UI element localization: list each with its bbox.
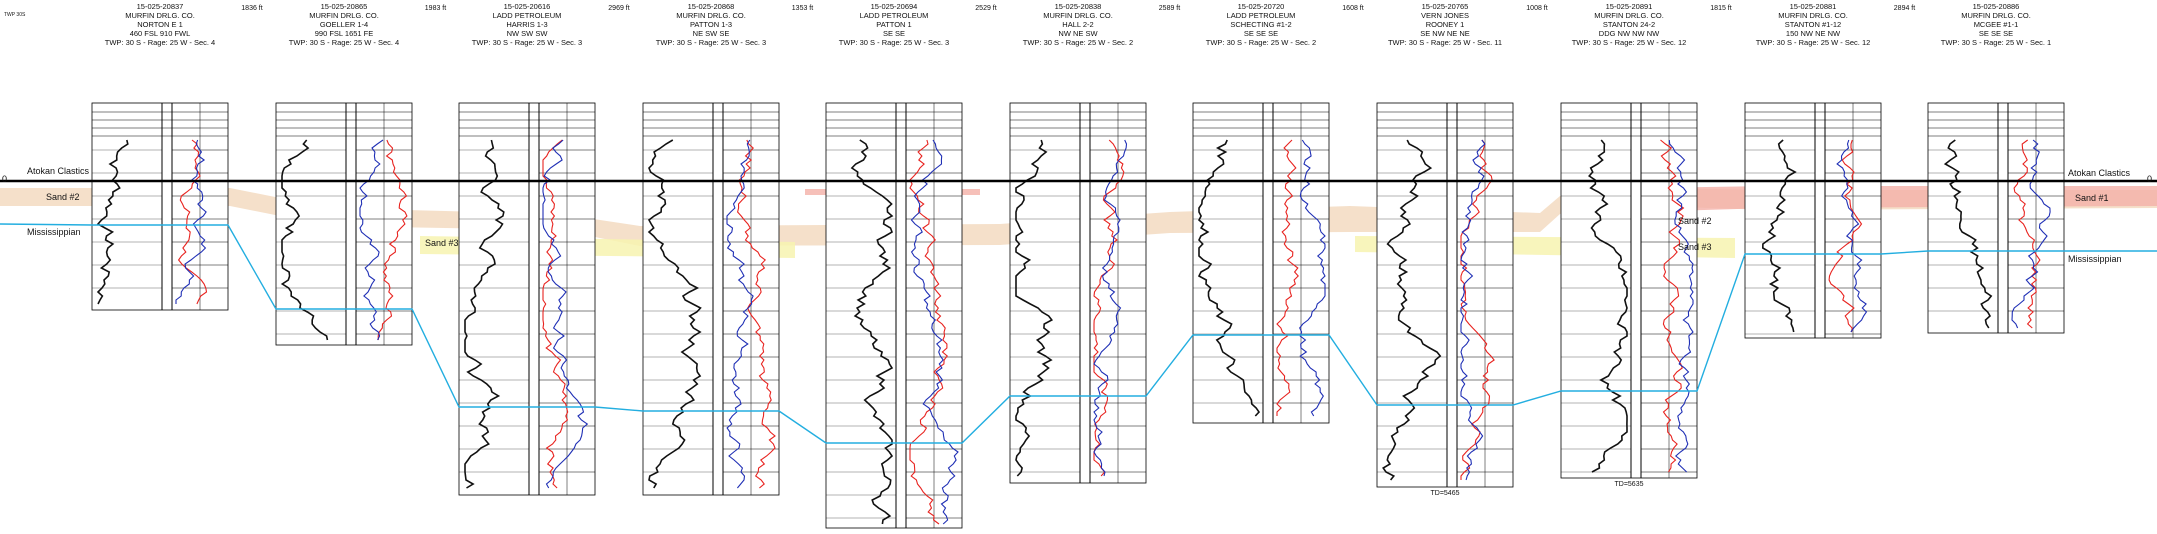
well-lease: PATTON 1 — [876, 20, 912, 29]
well-api: 15-025-20720 — [1237, 2, 1285, 11]
well-operator: MURFIN DRLG. CO. — [1594, 11, 1664, 20]
well-operator: LADD PETROLEUM — [1226, 11, 1296, 20]
well-log-3 — [459, 103, 595, 495]
well-location: DDG NW NW NW — [1598, 29, 1660, 38]
well-lease: STANTON #1-12 — [1784, 20, 1842, 29]
well-operator: LADD PETROLEUM — [492, 11, 562, 20]
well-log-7 — [1193, 103, 1329, 423]
well-log-10 — [1745, 103, 1881, 338]
log-track-frame — [826, 103, 962, 528]
corner-label: TWP 30S — [4, 12, 26, 18]
well-api: 15-025-20881 — [1789, 2, 1837, 11]
well-log-8 — [1377, 103, 1513, 487]
well-location: 460 FSL 910 FWL — [129, 29, 191, 38]
well-api: 15-025-20891 — [1605, 2, 1653, 11]
unit-label-atokan-right: Atokan Clastics — [2068, 168, 2131, 178]
well-log-1 — [92, 103, 228, 310]
well-twp: TWP: 30 S - Rage: 25 W - Sec. 4 — [288, 38, 400, 47]
well-twp: TWP: 30 S - Rage: 25 W - Sec. 4 — [104, 38, 216, 47]
total-depth-label: TD=5635 — [1614, 481, 1644, 488]
well-lease: SCHECTING #1-2 — [1230, 20, 1292, 29]
well-location: SE SE SE — [1243, 29, 1279, 38]
well-twp: TWP: 30 S - Rage: 25 W - Sec. 12 — [1755, 38, 1871, 47]
unit-label-sand3-right: Sand #3 — [1678, 242, 1712, 252]
log-track-frame — [459, 103, 595, 495]
well-location: SE SE — [882, 29, 906, 38]
well-api: 15-025-20616 — [503, 2, 551, 11]
well-log-5 — [826, 103, 962, 528]
well-spacing-label: 1983 ft — [424, 5, 447, 12]
well-twp: TWP: 30 S - Rage: 25 W - Sec. 1 — [1940, 38, 2052, 47]
well-spacing-label: 1353 ft — [791, 5, 814, 12]
well-lease: GOELLER 1-4 — [319, 20, 369, 29]
well-log-9 — [1561, 103, 1697, 478]
well-location: 990 FSL 1651 FE — [314, 29, 374, 38]
well-spacing-label: 1836 ft — [241, 5, 263, 12]
well-operator: MURFIN DRLG. CO. — [125, 11, 195, 20]
well-api: 15-025-20886 — [1972, 2, 2020, 11]
well-location: 150 NW NE NW — [1785, 29, 1841, 38]
well-operator: MURFIN DRLG. CO. — [1778, 11, 1848, 20]
well-lease: HARRIS 1-3 — [506, 20, 548, 29]
unit-label-miss-left: Mississippian — [27, 227, 81, 237]
well-api: 15-025-20868 — [687, 2, 735, 11]
unit-label-atokan-left: Atokan Clastics — [27, 166, 90, 176]
well-operator: VERN JONES — [1421, 11, 1469, 20]
log-track-frame — [92, 103, 228, 310]
unit-label-sand3-left: Sand #3 — [425, 238, 459, 248]
well-operator: MURFIN DRLG. CO. — [676, 11, 746, 20]
well-operator: MURFIN DRLG. CO. — [309, 11, 379, 20]
well-location: NE SW SE — [692, 29, 730, 38]
well-api: 15-025-20837 — [136, 2, 184, 11]
unit-label-sand2-left: Sand #2 — [46, 192, 80, 202]
well-twp: TWP: 30 S - Rage: 25 W - Sec. 3 — [655, 38, 767, 47]
well-lease: HALL 2-2 — [1062, 20, 1094, 29]
well-api: 15-025-20765 — [1421, 2, 1469, 11]
well-location: NW SW SW — [506, 29, 548, 38]
well-operator: MURFIN DRLG. CO. — [1961, 11, 2031, 20]
well-log-11 — [1928, 103, 2064, 333]
datum-left: 0 — [2, 174, 8, 184]
well-spacing-label: 2969 ft — [608, 5, 630, 12]
unit-label-sand2-right: Sand #2 — [1678, 216, 1712, 226]
well-lease: ROONEY 1 — [1425, 20, 1465, 29]
log-track-frame — [1928, 103, 2064, 333]
well-api: 15-025-20694 — [870, 2, 918, 11]
well-location: SE SE SE — [1978, 29, 2014, 38]
well-twp: TWP: 30 S - Rage: 25 W - Sec. 3 — [471, 38, 583, 47]
well-lease: NORTON E 1 — [137, 20, 183, 29]
well-log-4 — [643, 103, 779, 495]
unit-label-miss-right: Mississippian — [2068, 254, 2122, 264]
well-api: 15-025-20838 — [1054, 2, 1102, 11]
log-track-frame — [1745, 103, 1881, 338]
log-track-frame — [1193, 103, 1329, 423]
well-spacing-label: 2529 ft — [975, 5, 997, 12]
well-twp: TWP: 30 S - Rage: 25 W - Sec. 12 — [1571, 38, 1687, 47]
well-spacing-label: 1008 ft — [1526, 5, 1548, 12]
well-twp: TWP: 30 S - Rage: 25 W - Sec. 2 — [1022, 38, 1134, 47]
well-log-6 — [1010, 103, 1146, 483]
well-twp: TWP: 30 S - Rage: 25 W - Sec. 3 — [838, 38, 950, 47]
well-lease: PATTON 1-3 — [689, 20, 733, 29]
log-track-frame — [643, 103, 779, 495]
well-operator: MURFIN DRLG. CO. — [1043, 11, 1113, 20]
well-twp: TWP: 30 S - Rage: 25 W - Sec. 2 — [1205, 38, 1317, 47]
well-spacing-label: 1815 ft — [1710, 5, 1732, 12]
total-depth-label: TD=5465 — [1430, 490, 1460, 497]
log-track-frame — [1561, 103, 1697, 478]
well-api: 15-025-20865 — [320, 2, 368, 11]
well-location: NW NE SW — [1058, 29, 1098, 38]
well-lease: MCGEE #1-1 — [1973, 20, 2019, 29]
well-operator: LADD PETROLEUM — [859, 11, 929, 20]
well-lease: STANTON 24-2 — [1602, 20, 1656, 29]
well-location: SE NW NE NE — [1420, 29, 1470, 38]
datum-right: 0 — [2147, 174, 2153, 184]
well-spacing-label: 2589 ft — [1158, 5, 1181, 12]
well-logs — [92, 103, 2064, 528]
well-spacing-label: 1608 ft — [1342, 5, 1364, 12]
well-twp: TWP: 30 S - Rage: 25 W - Sec. 11 — [1387, 38, 1503, 47]
unit-label-sand1-right: Sand #1 — [2075, 193, 2109, 203]
well-spacing-label: 2894 ft — [1893, 5, 1916, 12]
